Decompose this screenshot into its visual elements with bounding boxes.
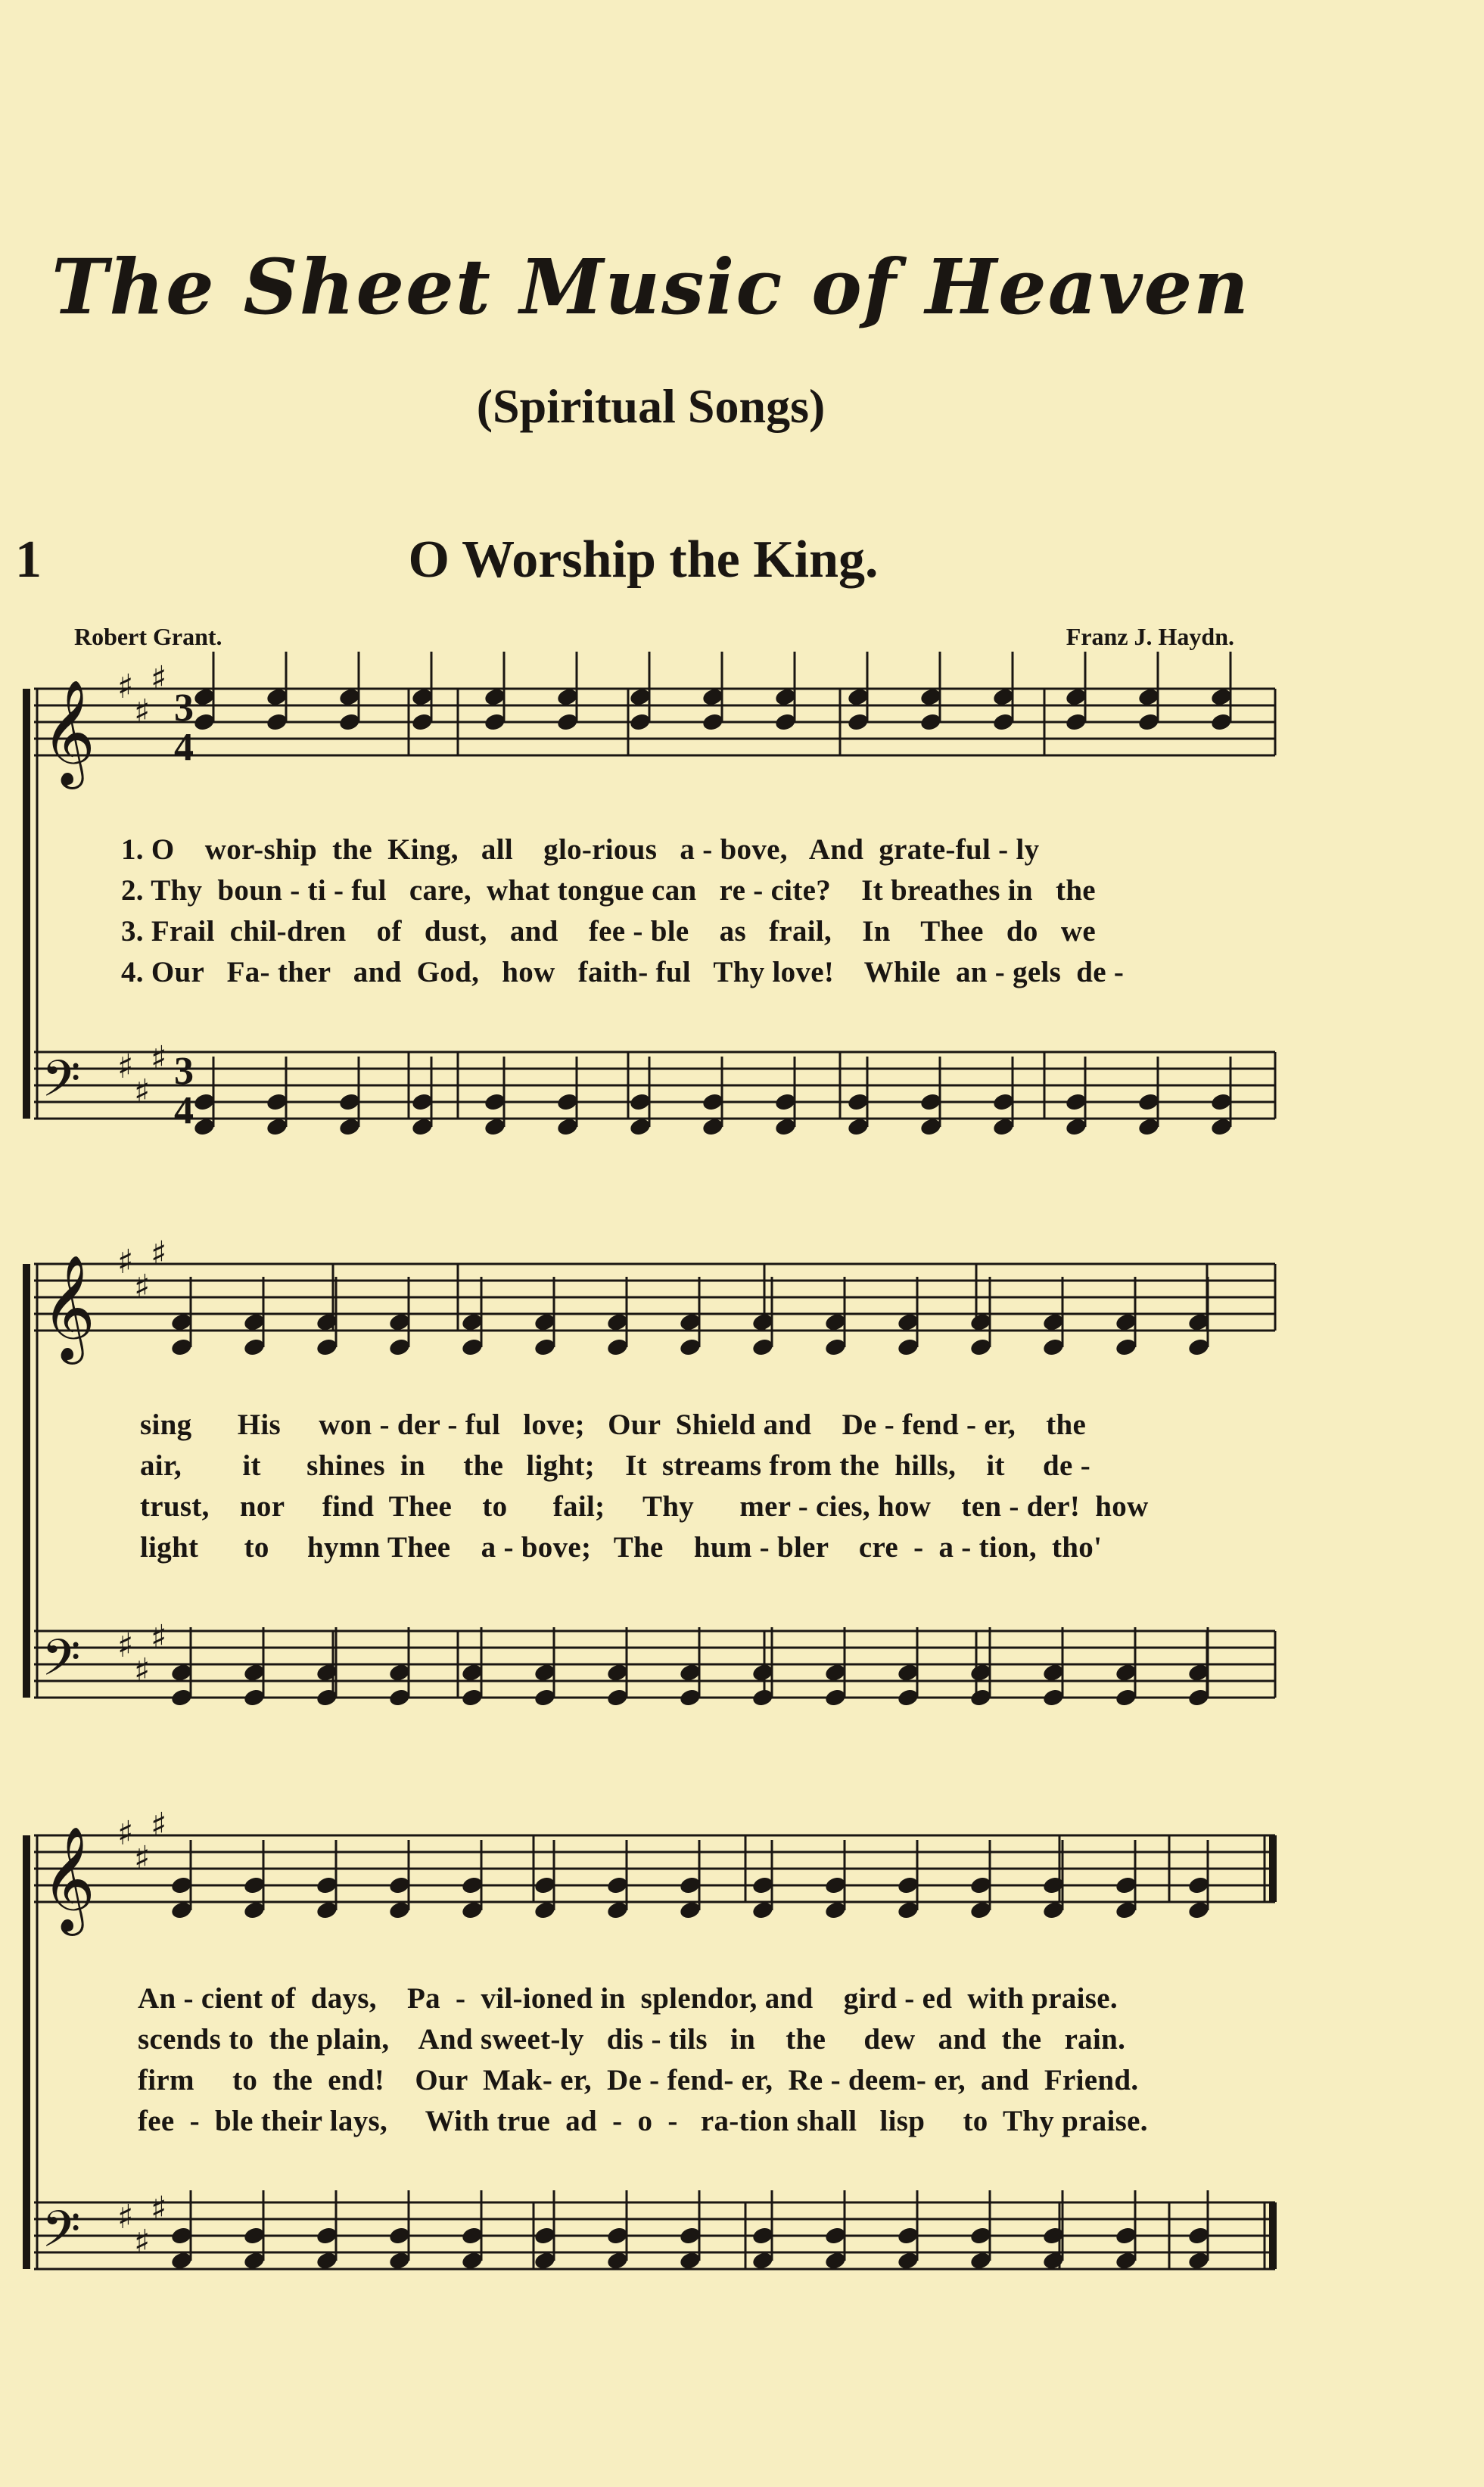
sharp-icon: ♯ (151, 1234, 167, 1273)
sharp-icon: ♯ (134, 1268, 151, 1306)
time-signature-top: 3 (174, 1050, 194, 1093)
sharp-icon: ♯ (134, 2223, 151, 2261)
bass-clef-icon: 𝄢 (42, 1629, 81, 1699)
time-signature-bottom: 4 (174, 726, 194, 769)
verse-line: 1. O wor-ship the King, all glo-rious a - bove, And grate-ful - ly (121, 833, 1040, 866)
treble-clef-icon: 𝄞 (42, 1826, 95, 1931)
verse-line: 2. Thy boun - ti - ful care, what tongue can re - cite? It breathes in the (121, 874, 1096, 907)
verse-line: fee - ble their lays, With true ad - o - ra-tion shall lisp to Thy praise. (138, 2105, 1148, 2137)
sharp-icon: ♯ (117, 1243, 134, 1281)
sharp-icon: ♯ (151, 1806, 167, 1844)
verse-line: sing His won - der - ful love; Our Shield and De - fend - er, the (140, 1408, 1087, 1441)
verse-line: light to hymn Thee a - bove; The hum - bler cre - a - tion, tho' (140, 1531, 1103, 1564)
sharp-icon: ♯ (117, 1814, 134, 1853)
sharp-icon: ♯ (134, 1839, 151, 1878)
sharp-icon: ♯ (117, 1626, 134, 1665)
verse-line: trust, nor find Thee to fail; Thy mer - cies, how ten - der! how (140, 1490, 1149, 1523)
sharp-icon: ♯ (117, 668, 134, 706)
hymn-number: 1 (15, 531, 42, 589)
sharp-icon: ♯ (151, 659, 167, 698)
book-title: The Sheet Music of Heaven (51, 242, 1250, 331)
sharp-icon: ♯ (134, 1651, 151, 1690)
time-signature-top: 3 (174, 686, 194, 730)
composer-credit: Franz J. Haydn. (1066, 623, 1234, 650)
author-credit: Robert Grant. (74, 623, 222, 650)
verse-line: air, it shines in the light; It streams from the hills, it de - (140, 1449, 1090, 1482)
treble-clef-icon: 𝄞 (42, 1255, 95, 1360)
bass-clef-icon: 𝄢 (42, 2200, 81, 2271)
final-bar-thick (1269, 2202, 1277, 2269)
bass-clef-icon: 𝄢 (42, 1050, 81, 1120)
verse-line: scends to the plain, And sweet-ly dis - tils in the dew and the rain. (138, 2023, 1126, 2056)
final-bar-thick (1269, 1835, 1277, 1902)
book-subtitle: (Spiritual Songs) (476, 379, 826, 433)
treble-clef-icon: 𝄞 (42, 680, 95, 785)
sharp-icon: ♯ (151, 1039, 167, 1078)
verse-line: 3. Frail chil-dren of dust, and fee - ble as frail, In Thee do we (121, 915, 1096, 948)
sharp-icon: ♯ (117, 1047, 134, 1086)
time-signature-bottom: 4 (174, 1089, 194, 1132)
verse-line: firm to the end! Our Mak- er, De - fend- er, Re - deem- er, and Friend. (138, 2064, 1139, 2096)
hymn-title: O Worship the King. (408, 531, 879, 589)
sharp-icon: ♯ (134, 1072, 151, 1111)
verse-line: 4. Our Fa- ther and God, how faith- ful Thy love! While an - gels de - (121, 956, 1125, 988)
sharp-icon: ♯ (151, 1618, 167, 1657)
sharp-icon: ♯ (134, 693, 151, 731)
sharp-icon: ♯ (151, 2190, 167, 2228)
sharp-icon: ♯ (117, 2198, 134, 2236)
verse-line: An - cient of days, Pa - vil-ioned in splendor, and gird - ed with praise. (138, 1982, 1118, 2015)
